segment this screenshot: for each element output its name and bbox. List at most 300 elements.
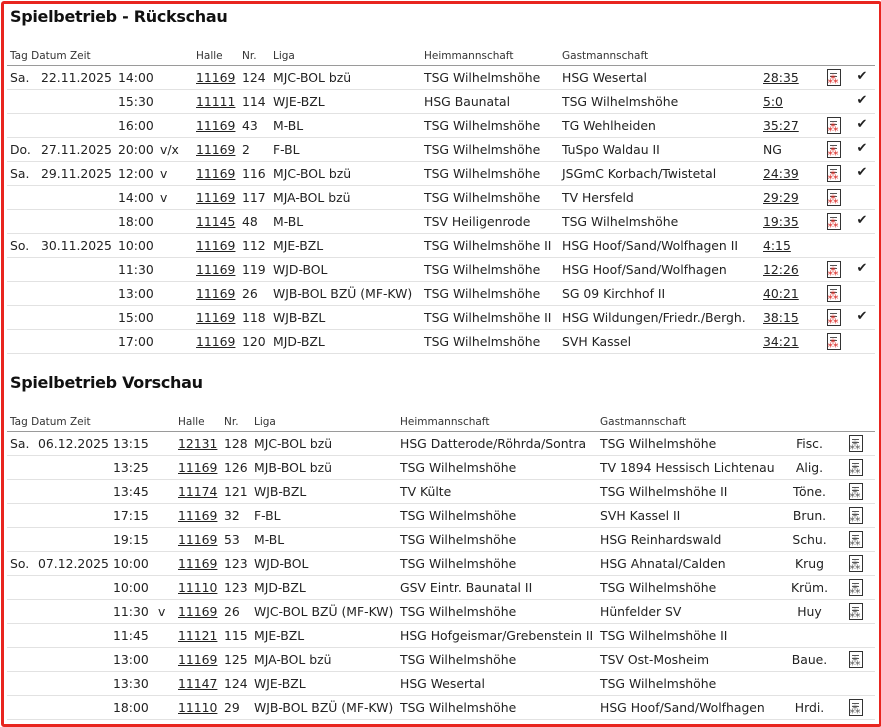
check-icon: ✔: [856, 69, 868, 84]
table-row: [7, 138, 875, 162]
hall-link[interactable]: 11147: [175, 672, 221, 696]
time: 10:00: [110, 576, 155, 600]
time: 14:00: [115, 66, 157, 90]
home-team: TSG Wilhelmshöhe: [421, 162, 559, 186]
league: MJB-BOL bzü: [251, 456, 397, 480]
pdf-icon[interactable]: [849, 651, 863, 668]
pdf-icon[interactable]: [849, 603, 863, 620]
col-report: [818, 46, 846, 66]
day: [7, 600, 35, 624]
table-row: [7, 480, 875, 504]
pdf-icon[interactable]: [849, 699, 863, 716]
home-team: TSG Wilhelmshöhe: [421, 138, 559, 162]
league: MJC-BOL bzü: [251, 432, 397, 456]
game-nr: 124: [239, 66, 270, 90]
day: [7, 624, 35, 648]
date: [38, 186, 115, 210]
result-link[interactable]: 34:21: [760, 330, 818, 354]
home-team: HSG Hofgeismar/Grebenstein II: [397, 624, 597, 648]
report-cell: [833, 432, 875, 456]
date: 07.12.2025: [35, 552, 110, 576]
col-home: Heimmannschaft: [421, 46, 559, 66]
col-home: Heimmannschaft: [397, 412, 597, 432]
review-table: [7, 46, 875, 354]
report-cell: [818, 282, 846, 306]
table-row: [7, 234, 875, 258]
col-league: Liga: [251, 412, 397, 432]
league: WJB-BOL BZÜ (MF-KW): [251, 696, 397, 720]
pdf-icon[interactable]: [827, 333, 841, 350]
table-row: [7, 306, 875, 330]
guest-team: SG 09 Kirchhof II: [559, 282, 760, 306]
game-nr: 29: [221, 696, 251, 720]
check-icon: ✔: [856, 117, 868, 132]
day: Sa.: [7, 162, 38, 186]
date: [38, 258, 115, 282]
game-nr: 116: [239, 162, 270, 186]
pdf-icon[interactable]: [849, 531, 863, 548]
flag: v: [157, 162, 193, 186]
league: MJD-BZL: [270, 330, 421, 354]
game-nr: 123: [221, 576, 251, 600]
report-cell: [833, 480, 875, 504]
report-cell: [833, 672, 875, 696]
home-team: TSG Wilhelmshöhe: [421, 66, 559, 90]
pdf-icon[interactable]: [827, 189, 841, 206]
flag: [157, 210, 193, 234]
guest-team: TV Hersfeld: [559, 186, 760, 210]
guest-team: TuSpo Waldau II: [559, 138, 760, 162]
flag: [157, 258, 193, 282]
hall-link[interactable]: 11169: [193, 66, 239, 90]
table-row: [7, 672, 875, 696]
league: WJE-BZL: [251, 672, 397, 696]
guest-team: TSG Wilhelmshöhe: [559, 90, 760, 114]
check-cell: [846, 330, 875, 354]
report-cell: [833, 600, 875, 624]
day: [7, 114, 38, 138]
time: 13:00: [115, 282, 157, 306]
flag: [155, 696, 175, 720]
game-nr: 125: [221, 648, 251, 672]
col-nr: Nr.: [239, 46, 270, 66]
report-cell: [818, 186, 846, 210]
col-hall: Halle: [193, 46, 239, 66]
hall-link[interactable]: 11169: [175, 648, 221, 672]
date: 27.11.2025: [38, 138, 115, 162]
flag: [155, 504, 175, 528]
result-link[interactable]: 40:21: [760, 282, 818, 306]
flag: [155, 528, 175, 552]
check-icon: ✔: [856, 309, 868, 324]
game-nr: 112: [239, 234, 270, 258]
col-guest: Gastmannschaft: [559, 46, 760, 66]
flag: [155, 456, 175, 480]
flag: v/x: [157, 138, 193, 162]
hall-link[interactable]: 11169: [175, 504, 221, 528]
check-cell: [846, 186, 875, 210]
table-row: [7, 600, 875, 624]
time: 17:00: [115, 330, 157, 354]
hall-link[interactable]: 11111: [193, 90, 239, 114]
league: WJB-BZL: [270, 306, 421, 330]
referee: Brun.: [783, 504, 833, 528]
guest-team: TSV Ost-Mosheim: [597, 648, 783, 672]
referee: Krüm.: [783, 576, 833, 600]
time: 11:30: [115, 258, 157, 282]
game-nr: 43: [239, 114, 270, 138]
home-team: TSG Wilhelmshöhe: [421, 186, 559, 210]
check-cell: [846, 210, 875, 234]
flag: [155, 480, 175, 504]
referee: [783, 624, 833, 648]
league: WJB-BZL: [251, 480, 397, 504]
col-nr: Nr.: [221, 412, 251, 432]
league: M-BL: [270, 210, 421, 234]
game-nr: 115: [221, 624, 251, 648]
home-team: TSG Wilhelmshöhe: [421, 282, 559, 306]
pdf-icon[interactable]: [849, 459, 863, 476]
col-guest: Gastmannschaft: [597, 412, 783, 432]
pdf-icon[interactable]: [827, 213, 841, 230]
table-row: [7, 282, 875, 306]
date: [35, 648, 110, 672]
report-cell: [833, 504, 875, 528]
flag: [157, 114, 193, 138]
referee: Huy: [783, 600, 833, 624]
guest-team: JSGmC Korbach/Twistetal: [559, 162, 760, 186]
table-row: [7, 258, 875, 282]
home-team: TSG Wilhelmshöhe: [397, 528, 597, 552]
league: MJD-BZL: [251, 576, 397, 600]
guest-team: Hünfelder SV: [597, 600, 783, 624]
time: 15:00: [115, 306, 157, 330]
guest-team: HSG Wildungen/Friedr./Bergh.: [559, 306, 760, 330]
flag: [157, 282, 193, 306]
pdf-icon[interactable]: [827, 117, 841, 134]
home-team: GSV Eintr. Baunatal II: [397, 576, 597, 600]
game-nr: 120: [239, 330, 270, 354]
guest-team: SVH Kassel II: [597, 504, 783, 528]
col-datetime: Tag Datum Zeit: [7, 46, 193, 66]
day: [7, 696, 35, 720]
pdf-icon[interactable]: [849, 483, 863, 500]
time: 16:00: [115, 114, 157, 138]
date: [35, 624, 110, 648]
home-team: TSV Heiligenrode: [421, 210, 559, 234]
guest-team: TV 1894 Hessisch Lichtenau: [597, 456, 783, 480]
time: 13:30: [110, 672, 155, 696]
time: 10:00: [115, 234, 157, 258]
flag: [155, 672, 175, 696]
hall-link[interactable]: 11121: [175, 624, 221, 648]
time: 13:25: [110, 456, 155, 480]
schedule-panel: [1, 1, 881, 727]
guest-team: TSG Wilhelmshöhe II: [597, 624, 783, 648]
report-cell: [833, 648, 875, 672]
report-cell: [833, 552, 875, 576]
table-row: [7, 552, 875, 576]
time: 10:00: [110, 552, 155, 576]
check-cell: [846, 234, 875, 258]
home-team: TV Külte: [397, 480, 597, 504]
date: [38, 210, 115, 234]
result-link[interactable]: 29:29: [760, 186, 818, 210]
flag: [155, 432, 175, 456]
result-link[interactable]: 24:39: [760, 162, 818, 186]
hall-link[interactable]: 11169: [193, 138, 239, 162]
game-nr: 121: [221, 480, 251, 504]
table-row: [7, 114, 875, 138]
flag: [157, 306, 193, 330]
date: [38, 114, 115, 138]
home-team: TSG Wilhelmshöhe: [397, 504, 597, 528]
preview-title: Spielbetrieb Vorschau: [10, 373, 203, 392]
referee: Töne.: [783, 480, 833, 504]
home-team: TSG Wilhelmshöhe II: [421, 306, 559, 330]
pdf-icon[interactable]: [827, 285, 841, 302]
table-row: [7, 528, 875, 552]
flag: [155, 648, 175, 672]
time: 12:00: [115, 162, 157, 186]
result-link[interactable]: 28:35: [760, 66, 818, 90]
report-cell: [818, 258, 846, 282]
pdf-icon[interactable]: [849, 435, 863, 452]
col-result: [760, 46, 818, 66]
home-team: TSG Wilhelmshöhe: [421, 258, 559, 282]
date: [35, 456, 110, 480]
day: [7, 456, 35, 480]
hall-link[interactable]: 11169: [193, 258, 239, 282]
day: Do.: [7, 138, 38, 162]
review-header-row: [7, 46, 875, 66]
report-cell: [818, 234, 846, 258]
home-team: TSG Wilhelmshöhe: [397, 600, 597, 624]
day: [7, 672, 35, 696]
flag: [157, 90, 193, 114]
check-icon: ✔: [856, 93, 868, 108]
time: 13:15: [110, 432, 155, 456]
date: 22.11.2025: [38, 66, 115, 90]
col-report: [833, 412, 875, 432]
report-cell: [818, 210, 846, 234]
flag: v: [157, 186, 193, 210]
pdf-icon[interactable]: [827, 309, 841, 326]
report-cell: [818, 138, 846, 162]
check-cell: [846, 282, 875, 306]
hall-link[interactable]: 11174: [175, 480, 221, 504]
home-team: HSG Wesertal: [397, 672, 597, 696]
check-cell: [846, 114, 875, 138]
col-referee: [783, 412, 833, 432]
time: 15:30: [115, 90, 157, 114]
league: MJC-BOL bzü: [270, 162, 421, 186]
col-datetime: Tag Datum Zeit: [7, 412, 175, 432]
result-link[interactable]: 12:26: [760, 258, 818, 282]
home-team: TSG Wilhelmshöhe: [397, 552, 597, 576]
game-nr: 32: [221, 504, 251, 528]
day: [7, 528, 35, 552]
game-nr: 53: [221, 528, 251, 552]
guest-team: HSG Reinhardswald: [597, 528, 783, 552]
league: F-BL: [251, 504, 397, 528]
time: 14:00: [115, 186, 157, 210]
report-cell: [818, 306, 846, 330]
result-link[interactable]: 5:0: [760, 90, 818, 114]
report-cell: [818, 66, 846, 90]
result-link[interactable]: 19:35: [760, 210, 818, 234]
result-link[interactable]: 35:27: [760, 114, 818, 138]
league: WJE-BZL: [270, 90, 421, 114]
preview-table: [7, 412, 875, 720]
flag: [157, 234, 193, 258]
hall-link[interactable]: 11169: [193, 234, 239, 258]
hall-link[interactable]: 11110: [175, 576, 221, 600]
guest-team: TSG Wilhelmshöhe: [597, 576, 783, 600]
day: So.: [7, 234, 38, 258]
home-team: HSG Baunatal: [421, 90, 559, 114]
check-cell: [846, 138, 875, 162]
date: [38, 282, 115, 306]
hall-link[interactable]: 11169: [175, 528, 221, 552]
referee: Schu.: [783, 528, 833, 552]
game-nr: 26: [221, 600, 251, 624]
hall-link[interactable]: 11169: [175, 552, 221, 576]
league: MJA-BOL bzü: [251, 648, 397, 672]
check-icon: ✔: [856, 261, 868, 276]
day: [7, 186, 38, 210]
home-team: TSG Wilhelmshöhe: [421, 330, 559, 354]
check-icon: ✔: [856, 165, 868, 180]
result-link[interactable]: 38:15: [760, 306, 818, 330]
hall-link[interactable]: 11169: [193, 282, 239, 306]
time: 11:45: [110, 624, 155, 648]
referee: Baue.: [783, 648, 833, 672]
day: [7, 504, 35, 528]
date: 30.11.2025: [38, 234, 115, 258]
date: 06.12.2025: [35, 432, 110, 456]
league: MJE-BZL: [251, 624, 397, 648]
day: [7, 480, 35, 504]
hall-link[interactable]: 11169: [193, 330, 239, 354]
hall-link[interactable]: 11169: [193, 162, 239, 186]
day: [7, 306, 38, 330]
hall-link[interactable]: 12131: [175, 432, 221, 456]
league: F-BL: [270, 138, 421, 162]
game-nr: 26: [239, 282, 270, 306]
preview-header-row: [7, 412, 875, 432]
hall-link[interactable]: 11110: [175, 696, 221, 720]
time: 17:15: [110, 504, 155, 528]
time: 18:00: [110, 696, 155, 720]
date: [35, 696, 110, 720]
guest-team: HSG Wesertal: [559, 66, 760, 90]
flag: [155, 552, 175, 576]
guest-team: HSG Hoof/Sand/Wolfhagen II: [559, 234, 760, 258]
day: [7, 90, 38, 114]
home-team: TSG Wilhelmshöhe: [421, 114, 559, 138]
table-row: [7, 624, 875, 648]
hall-link[interactable]: 11169: [193, 186, 239, 210]
table-row: [7, 186, 875, 210]
table-row: [7, 432, 875, 456]
report-cell: [818, 162, 846, 186]
table-row: [7, 162, 875, 186]
time: 13:45: [110, 480, 155, 504]
hall-link[interactable]: 11169: [175, 456, 221, 480]
pdf-icon[interactable]: [827, 165, 841, 182]
result-link[interactable]: NG: [760, 138, 818, 162]
guest-team: HSG Ahnatal/Calden: [597, 552, 783, 576]
date: [35, 528, 110, 552]
home-team: TSG Wilhelmshöhe: [397, 648, 597, 672]
guest-team: TSG Wilhelmshöhe II: [597, 480, 783, 504]
flag: [155, 624, 175, 648]
league: M-BL: [251, 528, 397, 552]
check-cell: [846, 258, 875, 282]
pdf-icon[interactable]: [827, 69, 841, 86]
table-row: [7, 504, 875, 528]
table-row: [7, 66, 875, 90]
referee: Krug: [783, 552, 833, 576]
time: 19:15: [110, 528, 155, 552]
home-team: HSG Datterode/Röhrda/Sontra: [397, 432, 597, 456]
guest-team: HSG Hoof/Sand/Wolfhagen: [597, 696, 783, 720]
flag: v: [155, 600, 175, 624]
game-nr: 117: [239, 186, 270, 210]
hall-link[interactable]: 11169: [175, 600, 221, 624]
date: [35, 480, 110, 504]
game-nr: 126: [221, 456, 251, 480]
pdf-icon[interactable]: [849, 555, 863, 572]
pdf-icon[interactable]: [827, 141, 841, 158]
report-cell: [818, 330, 846, 354]
game-nr: 118: [239, 306, 270, 330]
day: Sa.: [7, 432, 35, 456]
hall-link[interactable]: 11169: [193, 114, 239, 138]
flag: [157, 330, 193, 354]
guest-team: SVH Kassel: [559, 330, 760, 354]
game-nr: 48: [239, 210, 270, 234]
pdf-icon[interactable]: [849, 579, 863, 596]
game-nr: 114: [239, 90, 270, 114]
day: [7, 258, 38, 282]
result-link[interactable]: 4:15: [760, 234, 818, 258]
table-row: [7, 330, 875, 354]
check-cell: [846, 66, 875, 90]
pdf-icon[interactable]: [849, 507, 863, 524]
hall-link[interactable]: 11145: [193, 210, 239, 234]
home-team: TSG Wilhelmshöhe: [397, 696, 597, 720]
report-cell: [833, 576, 875, 600]
time: 20:00: [115, 138, 157, 162]
check-cell: [846, 162, 875, 186]
hall-link[interactable]: 11169: [193, 306, 239, 330]
col-check: [846, 46, 875, 66]
check-cell: [846, 306, 875, 330]
day: [7, 210, 38, 234]
pdf-icon[interactable]: [827, 261, 841, 278]
table-row: [7, 456, 875, 480]
referee: [783, 672, 833, 696]
table-row: [7, 696, 875, 720]
col-league: Liga: [270, 46, 421, 66]
game-nr: 123: [221, 552, 251, 576]
report-cell: [833, 696, 875, 720]
date: [38, 330, 115, 354]
check-icon: ✔: [856, 213, 868, 228]
table-row: [7, 210, 875, 234]
